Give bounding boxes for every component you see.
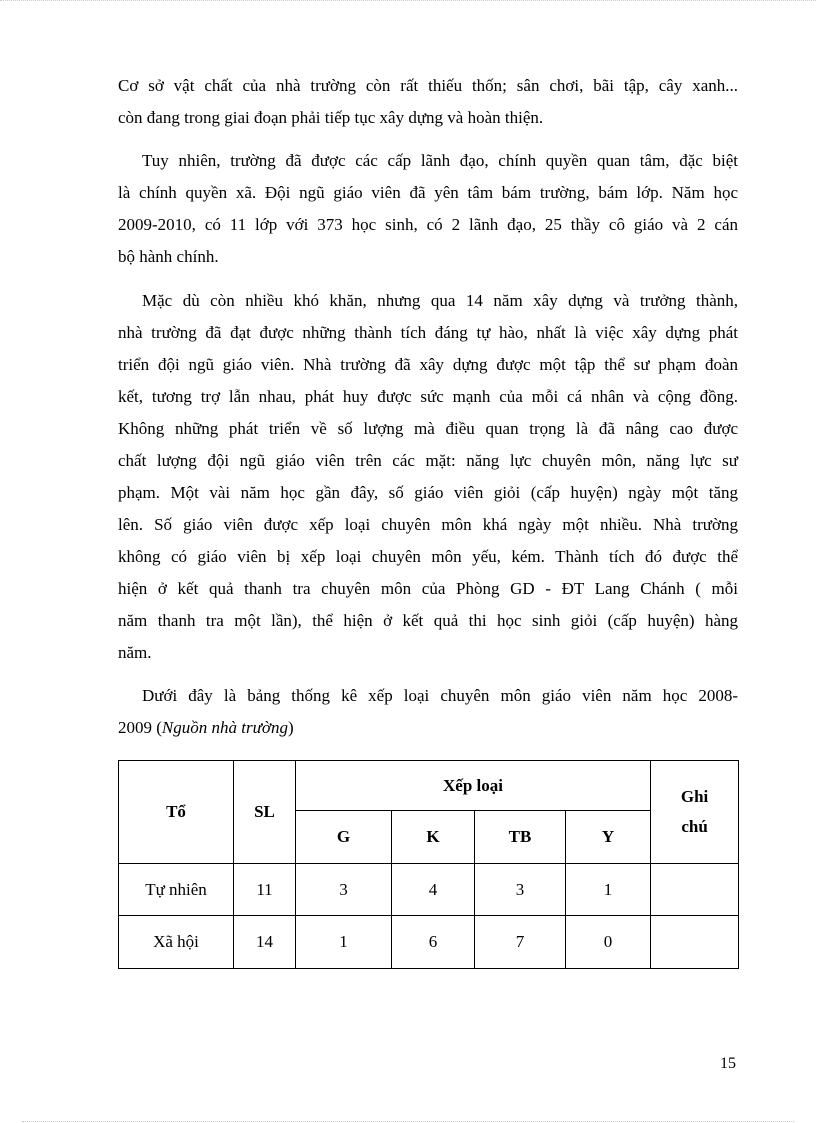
cell-rating-k: 4 [392, 864, 475, 916]
header-group: Tổ [119, 761, 234, 864]
cell-rating-y: 0 [566, 916, 651, 969]
cell-group: Xã hội [119, 916, 234, 969]
cell-count: 11 [234, 864, 296, 916]
text-line: chất lượng đội ngũ giáo viên trên các mặt: năng lực chuyên môn, năng lực sư [118, 451, 738, 470]
text-line: năm. [118, 643, 152, 662]
text-line: 2009-2010, có 11 lớp với 373 học sinh, có 2 lãnh đạo, 25 thầy cô giáo và 2 cán [118, 215, 738, 234]
paragraph-facilities [118, 70, 738, 134]
cell-rating-k: 6 [392, 916, 475, 969]
text-line: Mặc dù còn nhiều khó khăn, nhưng qua 14 năm xây dựng và trưởng thành, [142, 291, 738, 310]
header-rating-y: Y [566, 811, 651, 864]
page-number: 15 [720, 1055, 736, 1072]
cell-rating-g: 1 [296, 916, 392, 969]
header-rating-k: K [392, 811, 475, 864]
cell-group: Tự nhiên [119, 864, 234, 916]
page-bottom-border [22, 1121, 794, 1122]
table-row [119, 916, 739, 969]
text-line: Dưới đây là bảng thống kê xếp loại chuyên môn giáo viên năm học 2008- [142, 686, 738, 705]
cell-rating-y: 1 [566, 864, 651, 916]
text-fragment: ) [287, 718, 294, 737]
header-note-label: Ghi chú [680, 787, 709, 836]
header-rating-tb: TB [475, 811, 566, 864]
text-line: là chính quyền xã. Đội ngũ giáo viên đã yên tâm bám trường, bám lớp. Năm học [118, 183, 738, 202]
source-note: Nguồn nhà trường [161, 718, 288, 737]
text-line: còn đang trong giai đoạn phải tiếp tục xây dựng và hoàn thiện. [118, 108, 544, 127]
text-line: năm thanh tra một lần), thể hiện ở kết quả thi học sinh giỏi (cấp huyện) hàng [118, 611, 738, 630]
cell-note [651, 916, 739, 969]
page-top-border [0, 0, 816, 1]
text-line: nhà trường đã đạt được những thành tích đáng tự hào, nhất là việc xây dựng phát [118, 323, 738, 342]
cell-rating-tb: 7 [475, 916, 566, 969]
cell-rating-tb: 3 [475, 864, 566, 916]
paragraph-support [118, 145, 738, 273]
text-line: hiện ở kết quả thanh tra chuyên môn của Phòng GD - ĐT Lang Chánh ( mỗi [118, 579, 738, 598]
text-line: không có giáo viên bị xếp loại chuyên môn yếu, kém. Thành tích đó được thể [118, 547, 738, 566]
cell-note [651, 864, 739, 916]
text-line: bộ hành chính. [118, 247, 219, 266]
header-rating: Xếp loại [296, 761, 651, 811]
text-line [118, 712, 738, 744]
text-line: phạm. Một vài năm học gần đây, số giáo viên giỏi (cấp huyện) ngày một tăng [118, 483, 738, 502]
teacher-rating-table [118, 760, 739, 969]
paragraph-achievements [118, 285, 738, 669]
paragraph-table-intro [118, 680, 738, 744]
table-header-row [119, 761, 739, 811]
header-note [651, 761, 739, 864]
text-line: lên. Số giáo viên được xếp loại chuyên môn khá ngày một nhiều. Nhà trường [118, 515, 738, 534]
text-line: Tuy nhiên, trường đã được các cấp lãnh đạo, chính quyền quan tâm, đặc biệt [142, 151, 738, 170]
text-line: kết, tương trợ lẫn nhau, phát huy được sức mạnh của mỗi cá nhân và cộng đồng. [118, 387, 738, 406]
text-line: Cơ sở vật chất của nhà trường còn rất thiếu thốn; sân chơi, bãi tập, cây xanh... [118, 76, 738, 95]
text-line: triển đội ngũ giáo viên. Nhà trường đã xây dựng được một tập thể sư phạm đoàn [118, 355, 738, 374]
header-rating-g: G [296, 811, 392, 864]
cell-rating-g: 3 [296, 864, 392, 916]
text-line: Không những phát triển về số lượng mà điều quan trọng là đã nâng cao được [118, 419, 738, 438]
text-fragment: 2009 ( [118, 718, 162, 737]
table-row [119, 864, 739, 916]
header-count: SL [234, 761, 296, 864]
cell-count: 14 [234, 916, 296, 969]
